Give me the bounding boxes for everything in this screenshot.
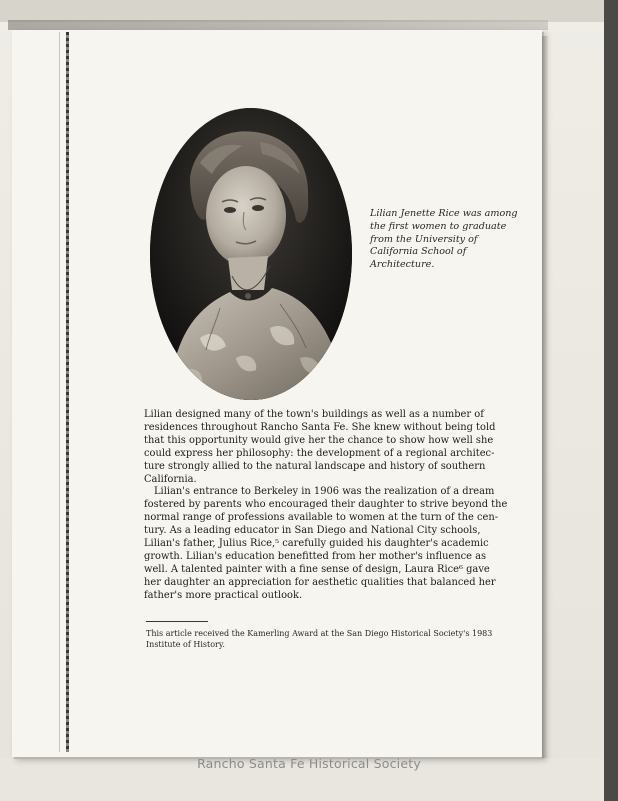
footnote-line: Institute of History. <box>146 640 225 649</box>
footnote-line: This article received the Kamerling Award at the San Diego Historical Society's 1983 <box>146 629 493 638</box>
page-edge-shadow <box>542 36 548 758</box>
body-line: normal range of professions available to women at the turn of the cen- <box>144 512 499 524</box>
body-line: Lilian designed many of the town's buildings as well as a number of <box>144 409 484 420</box>
photo-caption <box>370 208 518 272</box>
article-body <box>144 409 508 603</box>
portrait-photo-illustration <box>150 108 352 400</box>
body-line: ture strongly allied to the natural landscape and history of southern <box>144 460 486 472</box>
caption-line: Lilian Jenette Rice was among <box>370 208 518 219</box>
body-line: Lilian's entrance to Berkeley in 1906 was the realization of a dream <box>154 486 495 498</box>
footnote-divider <box>146 621 208 622</box>
paragraph-1 <box>144 409 500 486</box>
portrait-photo <box>150 108 352 400</box>
caption-line: the first women to graduate <box>370 220 507 232</box>
body-line: California. <box>144 473 197 485</box>
footnote <box>146 628 506 650</box>
body-line: that this opportunity would give her the chance to show how well she <box>144 434 494 446</box>
scan-top-shadow <box>8 20 548 30</box>
watermark-text: Rancho Santa Fe Historical Society <box>197 756 421 771</box>
caption-line: California School of <box>370 246 467 258</box>
body-line: Lilian's father, Julius Rice,⁵ carefully guided his daughter's academic <box>144 538 489 550</box>
binding-stitch-line <box>66 32 69 752</box>
body-line: fostered by parents who encouraged their daughter to strive beyond the <box>144 499 508 511</box>
body-line: growth. Lilian's education benefitted from her mother's influence as <box>144 550 487 562</box>
scan-top-strip <box>0 0 618 22</box>
body-line: her daughter an appreciation for aesthetic qualities that balanced her <box>144 576 496 588</box>
scan-right-edge <box>604 0 618 801</box>
body-line: tury. As a leading educator in San Diego and National City schools, <box>144 525 481 537</box>
paragraph-2 <box>144 486 508 602</box>
body-line: residences throughout Rancho Santa Fe. She knew without being told <box>144 421 496 433</box>
caption-line: Architecture. <box>370 259 435 271</box>
binding-guide-line <box>59 32 60 752</box>
caption-line: from the University of <box>370 233 478 245</box>
body-line: could express her philosophy: the development of a regional architec- <box>144 447 495 459</box>
body-line: father's more practical outlook. <box>144 589 303 601</box>
body-line: well. A talented painter with a fine sense of design, Laura Rice⁶ gave <box>144 563 490 575</box>
